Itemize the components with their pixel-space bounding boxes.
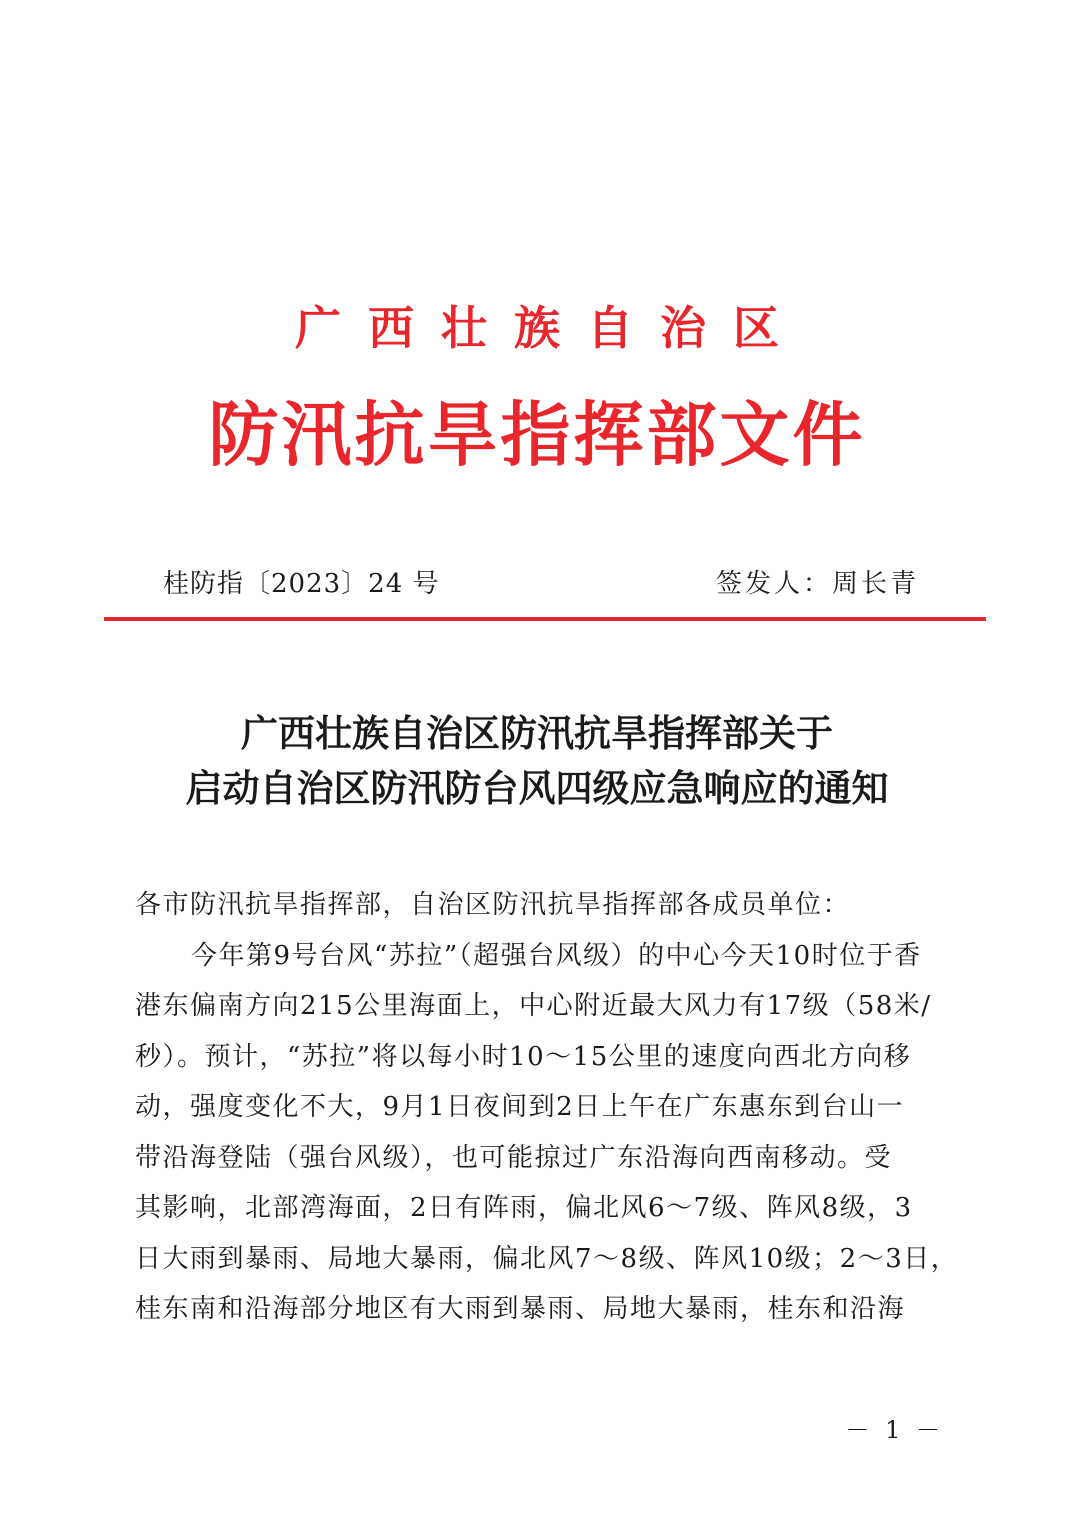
document-body: [135, 880, 959, 1335]
document-masthead: 防汛抗旱指挥部文件: [208, 394, 866, 476]
signer-name: 周长青: [831, 569, 919, 599]
body-line: 桂东南和沿海部分地区有大雨到暴雨、局地大暴雨，桂东和沿海: [135, 1294, 906, 1324]
document-title-line-1: 广西壮族自治区防汛抗旱指挥部关于: [241, 712, 833, 755]
page-number: － 1 －: [845, 1416, 944, 1444]
body-line: 秒）。预计，“苏拉”将以每小时10～15公里的速度向西北方向移: [135, 1041, 912, 1072]
body-line: 日大雨到暴雨、局地大暴雨，偏北风7～8级、阵风10级；2～3日，: [135, 1243, 959, 1274]
document-number: 桂防指〔2023〕24 号: [163, 569, 440, 599]
document-meta-row: [163, 562, 919, 606]
document-title: [0, 706, 1074, 816]
signer: [716, 562, 919, 606]
document-title-line-2: 启动自治区防汛防台风四级应急响应的通知: [185, 767, 889, 810]
body-line: 其影响，北部湾海面，2日有阵雨，偏北风6～7级、阵风8级，3: [135, 1193, 913, 1223]
body-line: 带沿海登陆（强台风级），也可能掠过广东沿海向西南移动。受: [135, 1142, 893, 1173]
issuer-name: 广西壮族自治区: [295, 301, 806, 355]
signer-label: 签发人：: [715, 569, 832, 599]
body-line: 动，强度变化不大，9月1日夜间到2日上午在广东惠东到台山一: [135, 1092, 905, 1122]
salutation: 各市防汛抗旱指挥部，自治区防汛抗旱指挥部各成员单位：: [135, 890, 851, 920]
body-line: 港东偏南方向215公里海面上，中心附近最大风力有17级（58米/: [135, 991, 932, 1021]
red-separator-rule: [104, 617, 986, 621]
body-line: 今年第9号台风“苏拉”（超强台风级）的中心今天10时位于香: [191, 940, 922, 971]
